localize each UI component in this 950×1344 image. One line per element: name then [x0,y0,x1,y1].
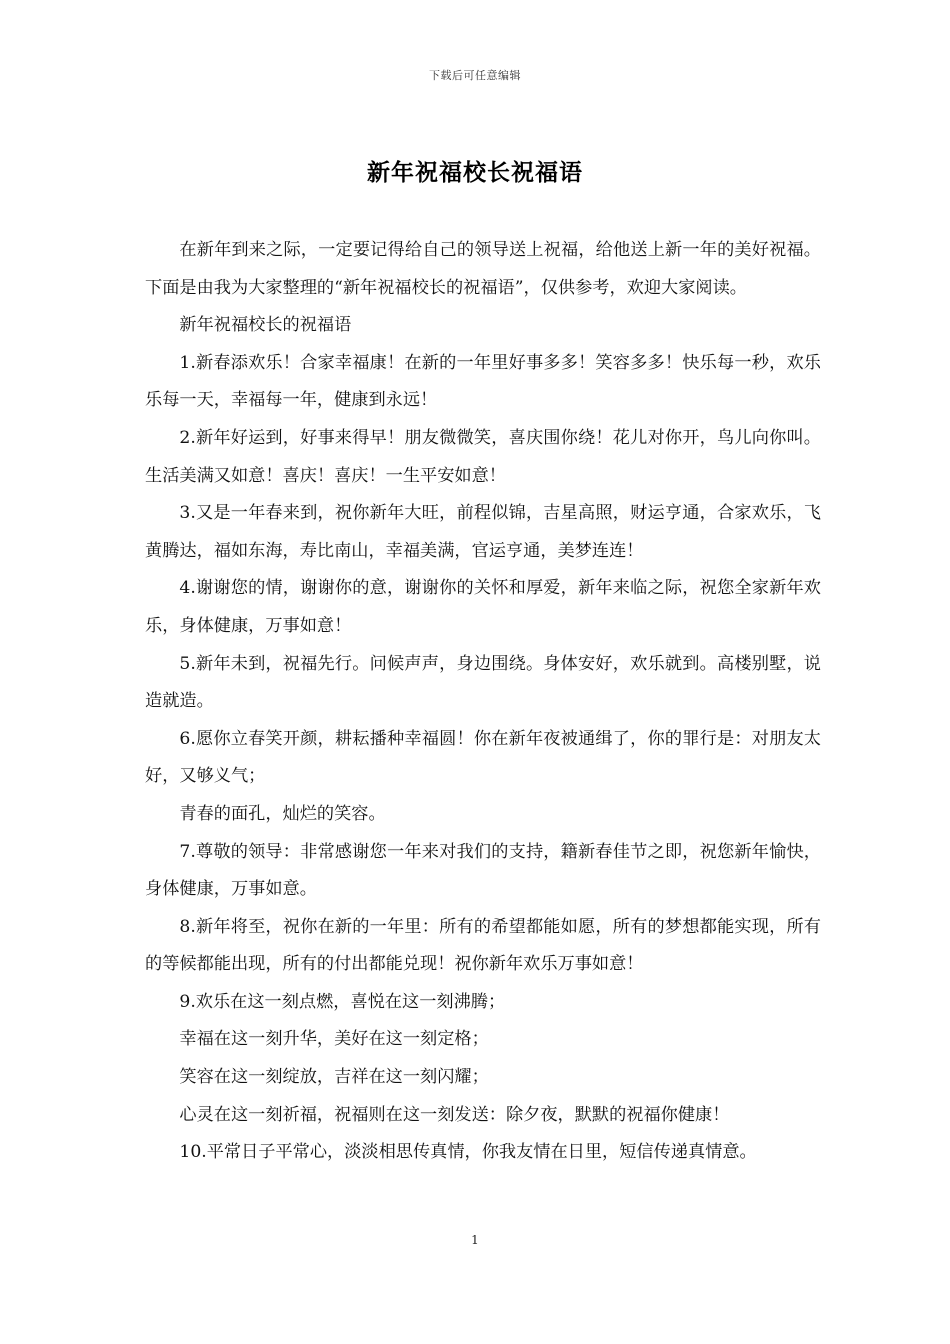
paragraph-item-9-line-3: 笑容在这一刻绽放，吉祥在这一刻闪耀； [179,1067,489,1088]
paragraph-item-3: 3.又是一年春来到，祝你新年大旺，前程似锦，吉星高照，财运亨通，合家欢乐，飞黄腾达，福如东海，寿比南山，幸福美满，官运亨通，美梦连连！ [145,503,821,561]
page-number: 1 [471,1233,479,1247]
paragraph-item-9: 9.欢乐在这一刻点燃，喜悦在这一刻沸腾； [179,991,506,1012]
paragraph-item-1: 1.新春添欢乐！合家幸福康！在新的一年里好事多多！笑容多多！快乐每一秒，欢乐乐每一天，幸福每一年，健康到永远！ [145,352,821,411]
paragraph-subheading: 新年祝福校长的祝福语 [179,315,352,336]
paragraph-item-6-cont: 青春的面孔，灿烂的笑容。 [179,803,386,824]
paragraph-intro: 在新年到来之际，一定要记得给自己的领导送上祝福，给他送上新一年的美好祝福。下面是由我为大家整理的“新年祝福校长的祝福语”，仅供参考，欢迎大家阅读。 [145,240,821,298]
paragraph-item-9-line-4: 心灵在这一刻祈福，祝福则在这一刻发送：除夕夜，默默的祝福你健康！ [179,1104,730,1125]
paragraph-item-10: 10.平常日子平常心，淡淡相思传真情，你我友情在日里，短信传递真情意。 [179,1142,757,1163]
paragraph-item-2: 2.新年好运到，好事来得早！朋友微微笑，喜庆围你绕！花儿对你开，鸟儿向你叫。生活美满又如意！喜庆！喜庆！一生平安如意！ [145,427,821,486]
document-title: 新年祝福校长祝福语 [367,159,583,186]
paragraph-item-4: 4.谢谢您的情，谢谢你的意，谢谢你的关怀和厚爱，新年来临之际，祝您全家新年欢乐，身体健康，万事如意！ [145,578,821,636]
paragraph-item-7: 7.尊敬的领导：非常感谢您一年来对我们的支持，籍新春佳节之即，祝您新年愉快，身体健康，万事如意。 [145,841,821,900]
paragraph-item-6: 6.愿你立春笑开颜，耕耘播种幸福圆！你在新年夜被通缉了，你的罪行是：对朋友太好，又够义气； [145,728,821,787]
page-header-note: 下载后可任意编辑 [429,69,521,82]
document-body [145,232,821,1172]
paragraph-item-8: 8.新年将至，祝你在新的一年里：所有的希望都能如愿，所有的梦想都能实现，所有的等候都能出现，所有的付出都能兑现！祝你新年欢乐万事如意！ [145,916,821,975]
paragraph-item-9-line-2: 幸福在这一刻升华，美好在这一刻定格； [179,1029,489,1050]
paragraph-item-5: 5.新年未到，祝福先行。问候声声，身边围绕。身体安好，欢乐就到。高楼别墅，说造就造。 [145,653,821,712]
